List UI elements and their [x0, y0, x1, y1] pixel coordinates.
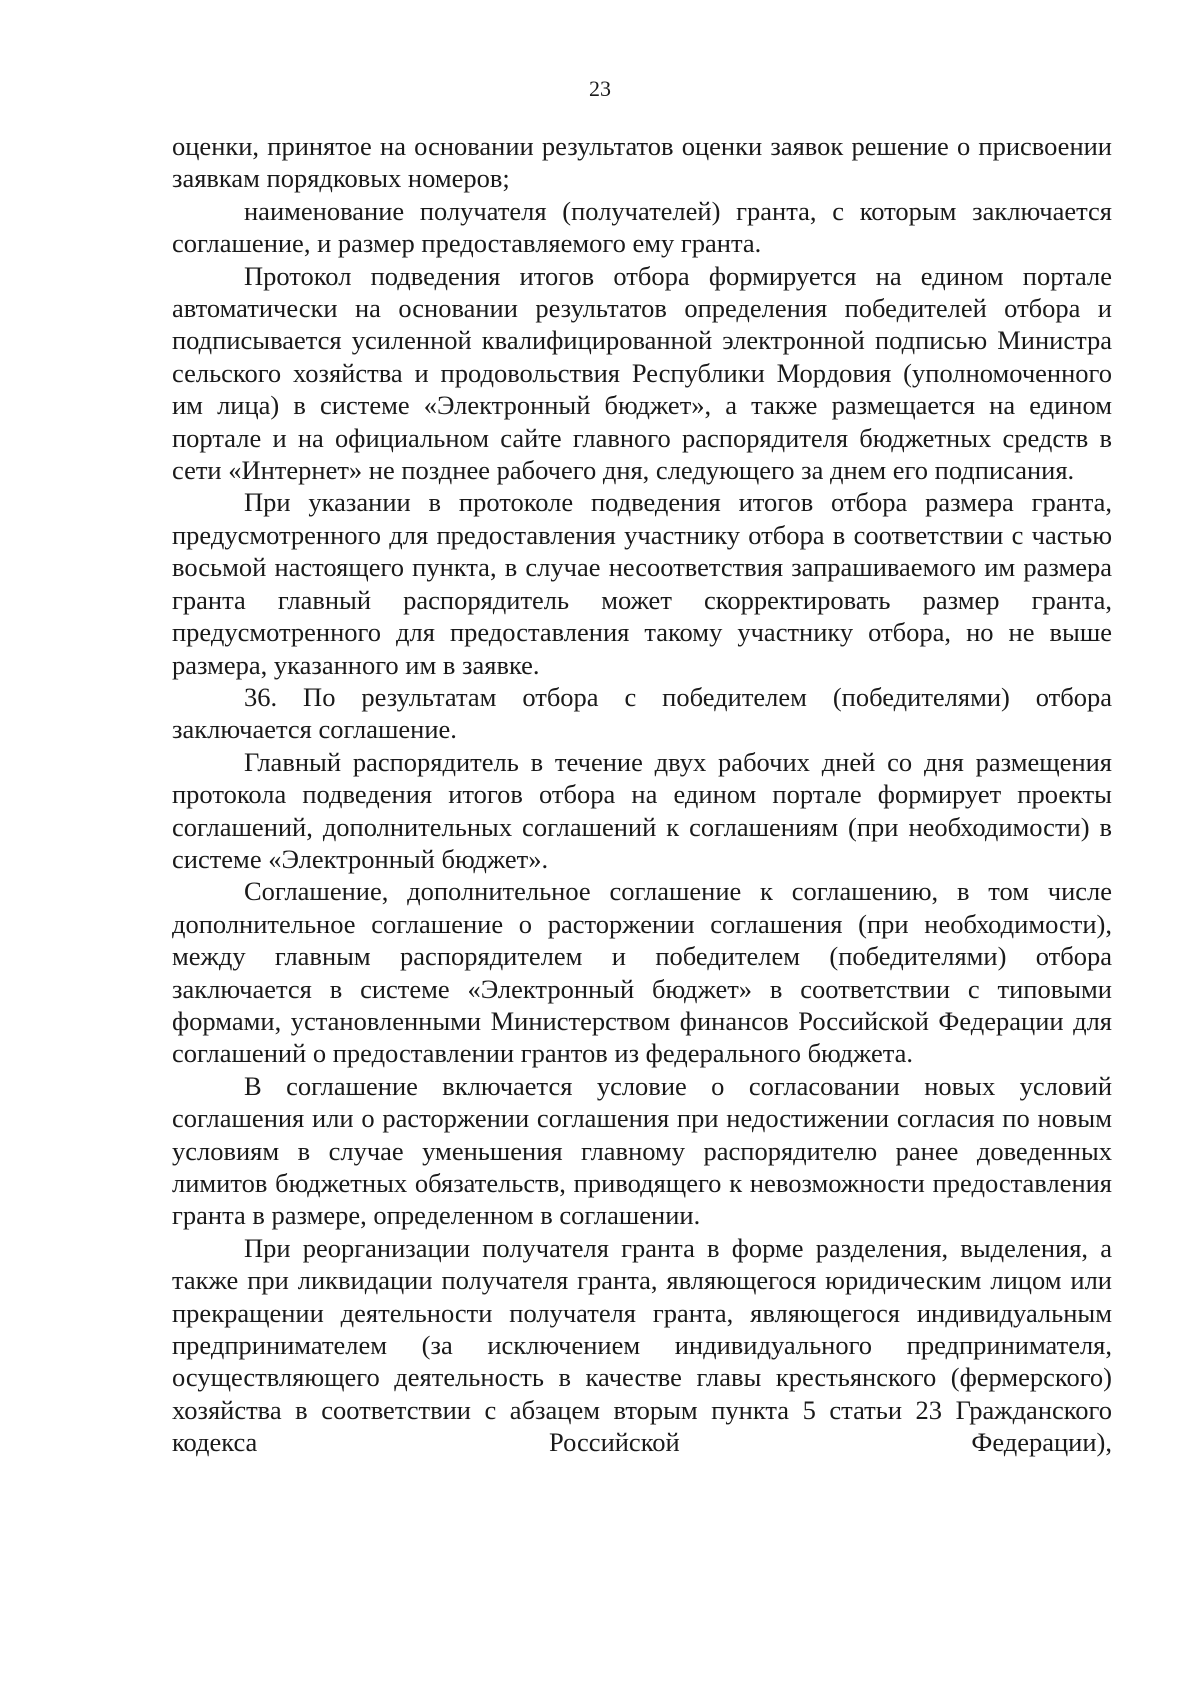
paragraph-5: 36. По результатам отбора с победителем (победителями) отбора заключается соглашение.	[172, 681, 1112, 745]
paragraph-7: Соглашение, дополнительное соглашение к соглашению, в том числе дополнительное соглашение о расторжении соглашения (при необходимости), между главным распорядителем и победителем (победителями) отбора заключается в системе «Электронный бюджет» в соответствии с типовыми формами, установленными Министерством финансов Российской Федерации для соглашений о предоставлении грантов из федерального бюджета.	[172, 876, 1112, 1069]
paragraph-1: оценки, принятое на основании результатов оценки заявок решение о присвоении заявкам порядковых номеров;	[172, 131, 1112, 194]
paragraph-8: В соглашение включается условие о согласовании новых условий соглашения или о расторжении соглашения при недостижении согласия по новым условиям в случае уменьшения главному распорядителю ранее доведенных лимитов бюджетных обязательств, приводящего к невозможности предоставления гранта в размере, определенном в соглашении.	[172, 1070, 1112, 1231]
paragraph-9: При реорганизации получателя гранта в форме разделения, выделения, а также при ликвидации получателя гранта, являющегося юридическим лицом или прекращении деятельности получателя гранта, являющегося индивидуальным предпринимателем (за исключением индивидуального предпринимателя, осуществляющего деятельность в качестве главы крестьянского (фермерского) хозяйства в соответствии с абзацем вторым пункта 5 статьи 23 Гражданского кодекса Российской Федерации),	[172, 1232, 1112, 1458]
document-body	[172, 130, 1112, 1459]
paragraph-2: наименование получателя (получателей) гранта, с которым заключается соглашение, и размер предоставляемого ему гранта.	[172, 195, 1112, 259]
paragraph-6: Главный распорядитель в течение двух рабочих дней со дня размещения протокола подведения итогов отбора на едином портале формирует проекты соглашений, дополнительных соглашений к соглашениям (при необходимости) в системе «Электронный бюджет».	[172, 746, 1112, 874]
paragraph-3: Протокол подведения итогов отбора формируется на едином портале автоматически на основании результатов определения победителей отбора и подписывается усиленной квалифицированной электронной подписью Министра сельского хозяйства и продовольствия Республики Мордовия (уполномоченного им лица) в системе «Электронный бюджет», а также размещается на едином портале и на официальном сайте главного распорядителя бюджетных средств в сети «Интернет» не позднее рабочего дня, следующего за днем его подписания.	[172, 260, 1112, 486]
paragraph-4: При указании в протоколе подведения итогов отбора размера гранта, предусмотренного для предоставления участнику отбора в соответствии с частью восьмой настоящего пункта, в случае несоответствия запрашиваемого им размера гранта главный распорядитель может скорректировать размер гранта, предусмотренного для предоставления такому участнику отбора, но не выше размера, указанного им в заявке.	[172, 487, 1112, 680]
page-number: 23	[589, 76, 611, 101]
